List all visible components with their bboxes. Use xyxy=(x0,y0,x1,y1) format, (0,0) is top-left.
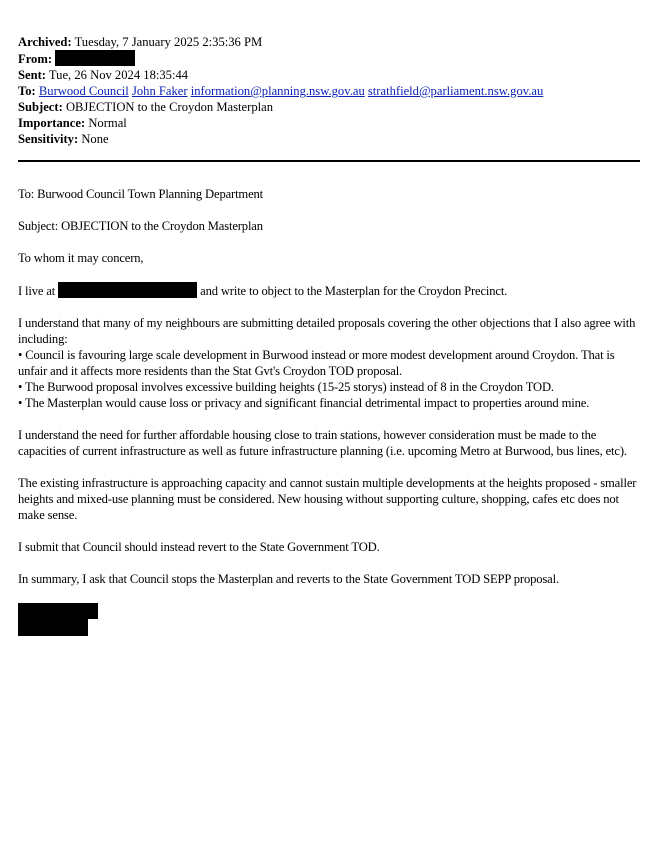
objection-bullet: • The Burwood proposal involves excessive building heights (15-25 storys) instead of 8 in the Croydon TOD. xyxy=(18,380,554,394)
subject-value: OBJECTION to the Croydon Masterplan xyxy=(65,100,274,114)
body-to-line: To: Burwood Council Town Planning Department xyxy=(18,187,264,201)
sensitivity-row xyxy=(18,131,640,147)
sent-value: Tue, 26 Nov 2024 18:35:44 xyxy=(48,68,189,82)
from-label: From: xyxy=(18,52,53,66)
body-greeting: To whom it may concern, xyxy=(18,251,144,265)
importance-value: Normal xyxy=(88,116,127,130)
signature-redaction-top xyxy=(18,603,98,619)
recipient-link-john-faker[interactable]: John Faker xyxy=(131,84,188,98)
signature-redaction xyxy=(18,603,100,637)
archived-row xyxy=(18,34,640,50)
body-housing-paragraph: I understand the need for further affordable housing close to train stations, however consideration must be made to the capacities of current infrastructure as well as future infrastructure planning (i.e. upcoming Metro at Burwood, bus lines, etc). xyxy=(18,428,627,458)
email-body xyxy=(18,186,640,637)
body-infrastructure-paragraph: The existing infrastructure is approaching capacity and cannot sustain multiple developments at the heights proposed - smaller heights and mixed-use planning must be considered. New housing without supporting culture, shopping, cafes etc does not make sense. xyxy=(18,476,637,522)
importance-label: Importance: xyxy=(18,116,86,130)
recipient-link-strathfield[interactable]: strathfield@parliament.nsw.gov.au xyxy=(367,84,544,98)
body-subject-line: Subject: OBJECTION to the Croydon Masterplan xyxy=(18,219,263,233)
recipient-link-planning[interactable]: information@planning.nsw.gov.au xyxy=(190,84,365,98)
signature-redaction-bottom xyxy=(18,619,88,636)
body-address-paragraph xyxy=(18,282,640,299)
header-divider xyxy=(18,160,640,162)
objections-intro: I understand that many of my neighbours are submitting detailed proposals covering the other objections that I also agree with including: xyxy=(18,316,636,346)
sender-redaction xyxy=(55,50,135,66)
objection-bullet: • The Masterplan would cause loss or privacy and significant financial detrimental impact to properties around mine. xyxy=(18,396,590,410)
sensitivity-value: None xyxy=(81,132,109,146)
importance-row xyxy=(18,115,640,131)
sent-label: Sent: xyxy=(18,68,46,82)
recipient-link-burwood-council[interactable]: Burwood Council xyxy=(38,84,129,98)
address-trail-text: and write to object to the Masterplan for the Croydon Precinct. xyxy=(200,284,508,298)
sensitivity-label: Sensitivity: xyxy=(18,132,79,146)
address-redaction xyxy=(58,282,197,298)
subject-row xyxy=(18,99,640,115)
archived-label: Archived: xyxy=(18,35,72,49)
sent-row xyxy=(18,67,640,83)
email-header xyxy=(18,34,640,147)
body-objections-paragraph xyxy=(18,315,640,411)
from-row xyxy=(18,50,640,67)
email-page xyxy=(18,34,640,637)
address-lead-text: I live at xyxy=(18,284,56,298)
body-summary-paragraph: In summary, I ask that Council stops the Masterplan and reverts to the State Government TOD SEPP proposal. xyxy=(18,572,559,586)
archived-value: Tuesday, 7 January 2025 2:35:36 PM xyxy=(74,35,263,49)
to-row xyxy=(18,83,640,99)
subject-label: Subject: xyxy=(18,100,63,114)
objection-bullet: • Council is favouring large scale development in Burwood instead or more modest development around Croydon. That is unfair and it affects more residents than the Stat Gvt's Croydon TOD proposal. xyxy=(18,348,615,378)
body-submit-paragraph: I submit that Council should instead revert to the State Government TOD. xyxy=(18,540,380,554)
to-label: To: xyxy=(18,84,36,98)
